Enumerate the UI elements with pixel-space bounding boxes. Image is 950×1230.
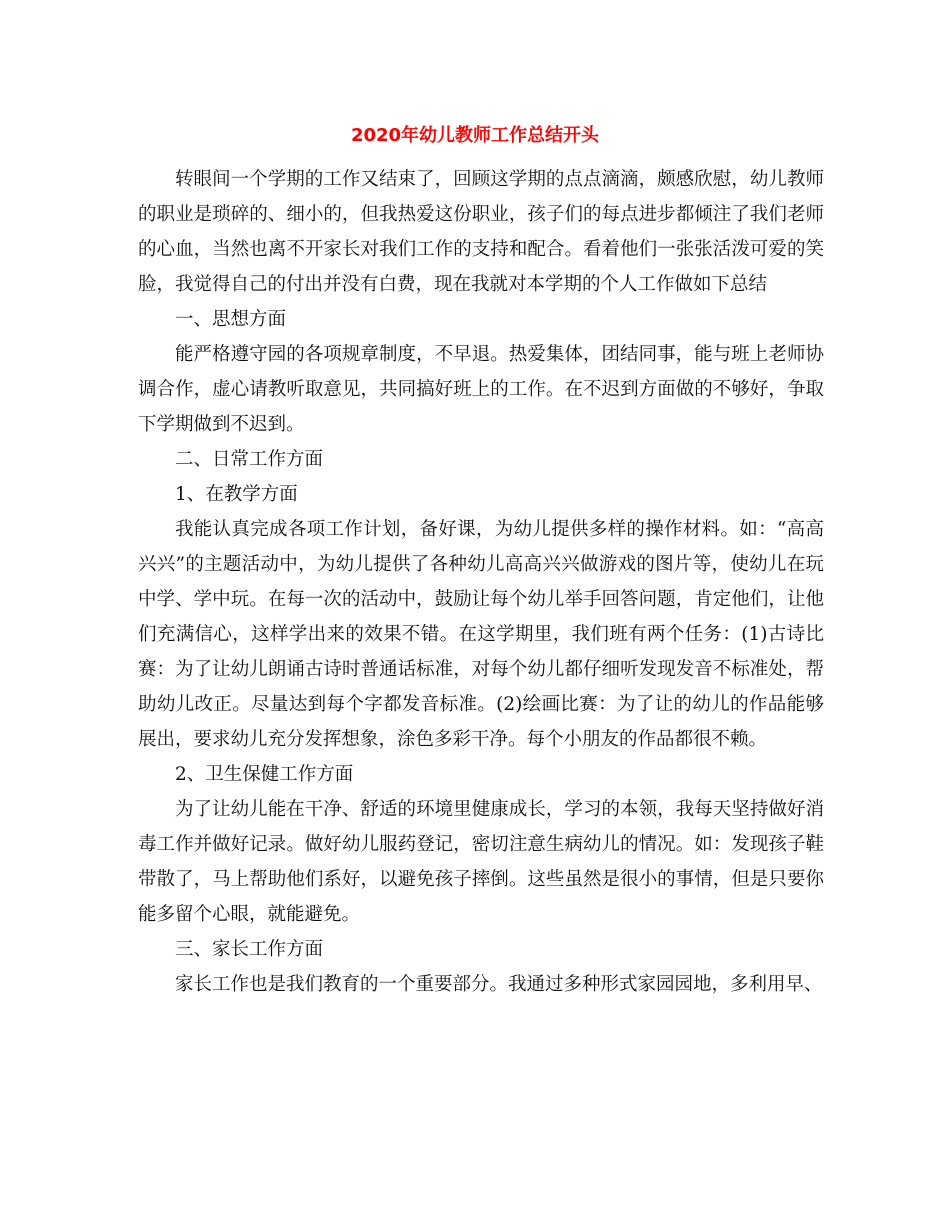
paragraph-parents: 家长工作也是我们教育的一个重要部分。我通过多种形式家园园地，多利用早、	[175, 974, 823, 995]
paragraph-teaching: 我能认真完成各项工作计划，备好课，为幼儿提供多样的操作材料。如：“高高兴兴”的主题活动中，为幼儿提供了各种幼儿高高兴兴做游戏的图片等，使幼儿在玩中学、学中玩。在每一次的活动中，鼓励让每个幼儿举手回答问题，肯定他们，让他们充满信心，这样学出来的效果不错。在这学期里，我们班有两个任务：(1)古诗比赛：为了让幼儿朗诵古诗时普通话标准，对每个幼儿都仔细听发现发音不标准处，帮助幼儿改正。尽量达到每个字都发音标准。(2)绘画比赛：为了让的幼儿的作品能够展出，要求幼儿充分发挥想象，涂色多彩干净。每个小朋友的作品都很不赖。	[138, 519, 824, 750]
document-body	[138, 162, 824, 1002]
document-title: 2020年幼儿教师工作总结开头	[350, 125, 600, 146]
paragraph-hygiene: 为了让幼儿能在干净、舒适的环境里健康成长，学习的本领，我每天坚持做好消毒工作并做好记录。做好幼儿服药登记，密切注意生病幼儿的情况。如：发现孩子鞋带散了，马上帮助他们系好，以避免孩子摔倒。这些虽然是很小的事情，但是只要你能多留个心眼，就能避免。	[138, 799, 824, 925]
heading-daily-work: 二、日常工作方面	[175, 449, 324, 470]
paragraph-thought: 能严格遵守园的各项规章制度，不早退。热爱集体，团结同事，能与班上老师协调合作，虚心请教听取意见，共同搞好班上的工作。在不迟到方面做的不够好，争取下学期做到不迟到。	[138, 344, 824, 435]
heading-thought: 一、思想方面	[175, 309, 287, 330]
subheading-hygiene: 2、卫生保健工作方面	[175, 764, 354, 785]
paragraph-intro: 转眼间一个学期的工作又结束了，回顾这学期的点点滴滴，颇感欣慰，幼儿教师的职业是琐碎的、细小的，但我热爱这份职业，孩子们的每点进步都倾注了我们老师的心血，当然也离不开家长对我们工作的支持和配合。看着他们一张张活泼可爱的笑脸，我觉得自己的付出并没有白费，现在我就对本学期的个人工作做如下总结	[138, 169, 824, 295]
subheading-teaching: 1、在教学方面	[175, 484, 298, 505]
heading-parents: 三、家长工作方面	[175, 939, 324, 960]
